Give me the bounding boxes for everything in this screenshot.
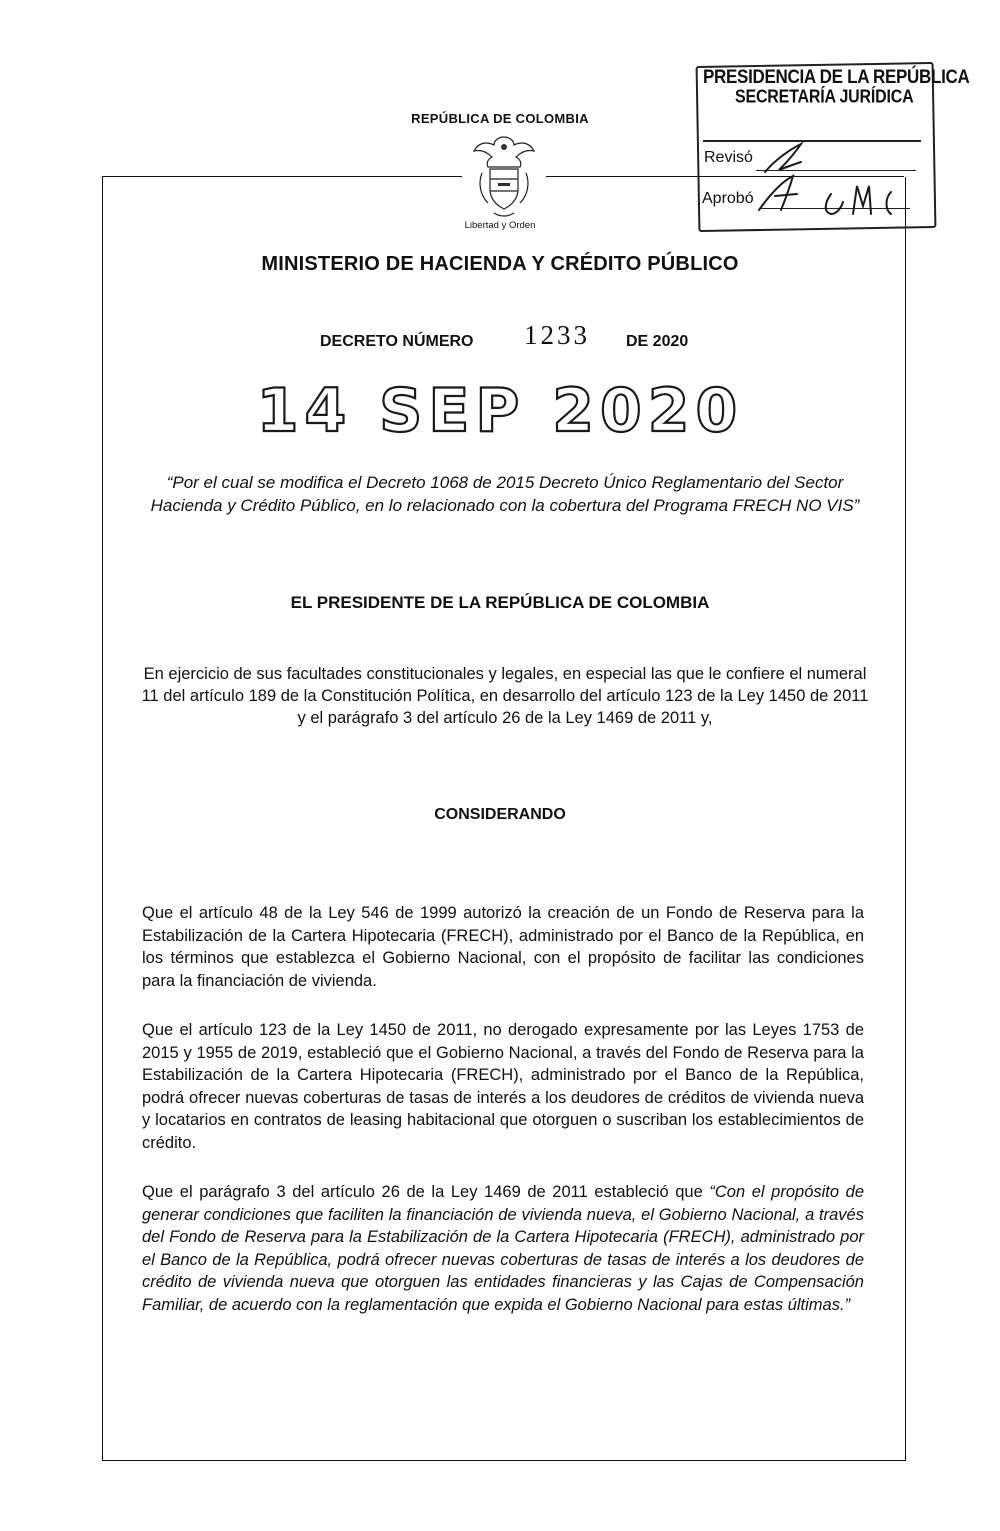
handwritten-initials-icon bbox=[745, 140, 915, 220]
decree-number: 1233 bbox=[524, 320, 590, 350]
stamp-reviewed-label: Revisó bbox=[704, 149, 753, 166]
stamp-approved-label: Aprobó bbox=[702, 190, 754, 207]
ministry-heading: MINISTERIO DE HACIENDA Y CRÉDITO PÚBLICO bbox=[261, 253, 739, 275]
date-stamp: 14 SEP 2020 bbox=[256, 376, 744, 446]
whereas-paragraph-3-intro: Que el parágrafo 3 del artículo 26 de la Ley 1469 de 2011 estableció que bbox=[142, 1183, 710, 1201]
stamp-secretariat-text: SECRETARÍA JURÍDICA bbox=[735, 87, 914, 108]
considerando-heading: CONSIDERANDO bbox=[434, 806, 566, 823]
decree-number-label: DECRETO NÚMERO bbox=[320, 333, 474, 350]
whereas-paragraph-2: Que el artículo 123 de la Ley 1450 de 2011, no derogado expresamente por las Leyes 1753 de 2015 y 1955 de 2019, estableció que el Gobierno Nacional, a través del Fondo de Reserva para la Estabilización de la Cartera Hipotecaria (FRECH), administrado por el Banco de la República, podrá ofrecer nuevas coberturas de tasas de interés a los deudores de créditos de vivienda nueva y locatarios en contratos de leasing habitacional que otorguen o suscriban los establecimientos de crédito. bbox=[142, 1021, 864, 1152]
republic-heading: REPÚBLICA DE COLOMBIA bbox=[411, 111, 589, 126]
whereas-paragraph-1: Que el artículo 48 de la Ley 546 de 1999 autorizó la creación de un Fondo de Reserva para la Estabilización de la Cartera Hipotecaria (FRECH), administrado por el Banco de la República, en los términos que establezca el Gobierno Nacional, con el propósito de facilitar las condiciones para la financiación de vivienda. bbox=[142, 904, 864, 990]
coat-of-arms-icon bbox=[472, 133, 536, 221]
powers-paragraph: En ejercicio de sus facultades constitucionales y legales, en especial las que le confiere el numeral 11 del artículo 189 de la Constitución Política, en desarrollo del artículo 123 de la Ley 1450 de 2011 y el parágrafo 3 del artículo 26 de la Ley 1469 de 2011 y, bbox=[141, 665, 869, 727]
decree-epigraph: “Por el cual se modifica el Decreto 1068 de 2015 Decreto Único Reglamentario del Sector Hacienda y Crédito Público, en lo relacionado con la cobertura del Programa FRECH NO VIS” bbox=[150, 473, 860, 515]
decree-year: DE 2020 bbox=[626, 333, 689, 350]
whereas-paragraph-3-quote: “Con el propósito de generar condiciones que faciliten la financiación de vivienda nueva, el Gobierno Nacional, a través del Fondo de Reserva para la Estabilización de la Cartera Hipotecaria (FRECH), administrado por el Banco de la República, podrá ofrecer nuevas coberturas de tasas de interés a los deudores de crédito de vivienda nueva que otorguen las entidades financieras y las Cajas de Compensación Familiar, de acuerdo con la reglamentación que expida el Gobierno Nacional para estas últimas.” bbox=[142, 1183, 865, 1314]
whereas-paragraph-3 bbox=[142, 1181, 864, 1316]
motto: Libertad y Orden bbox=[464, 220, 536, 231]
stamp-presidency-text: PRESIDENCIA DE LA REPÚBLICA bbox=[703, 65, 970, 88]
president-heading: EL PRESIDENTE DE LA REPÚBLICA DE COLOMBIA bbox=[290, 593, 710, 612]
